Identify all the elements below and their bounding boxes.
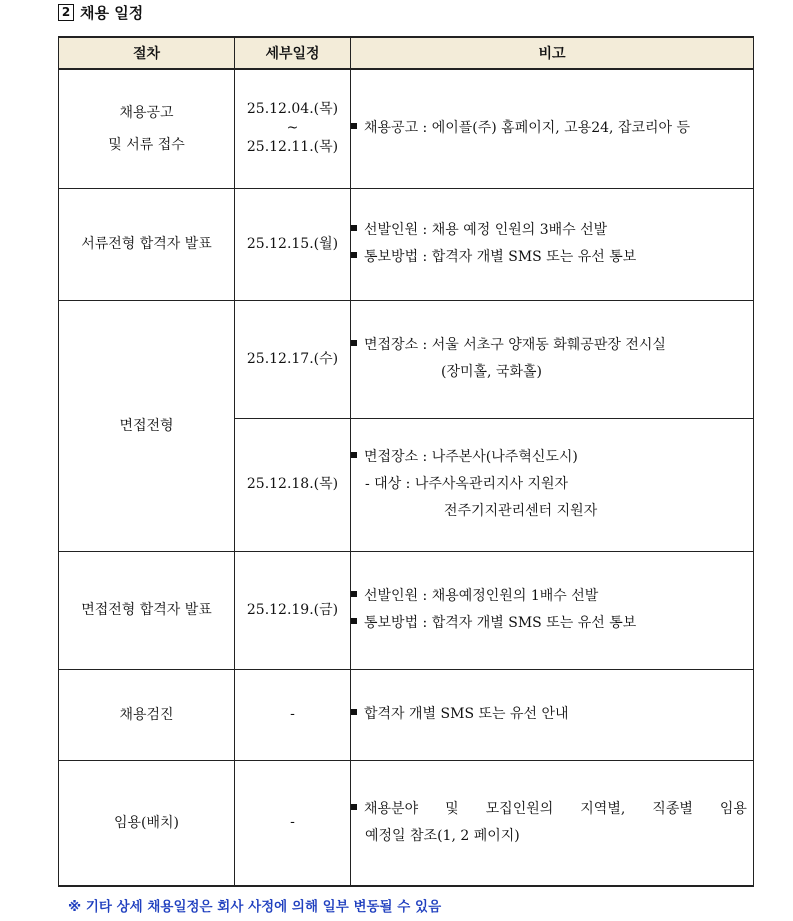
header-schedule: 세부일정: [235, 37, 351, 69]
header-remarks: 비고: [351, 37, 754, 69]
remark-text: 선발인원 : 채용 예정 인원의 3배수 선발: [364, 222, 608, 238]
date-cell: 25.12.18.(목): [235, 418, 351, 551]
procedure-cell: 임용(배치): [59, 760, 235, 886]
header-procedure: 절차: [59, 37, 235, 69]
date-cell: -: [235, 669, 351, 760]
remark-word: 지역별,: [580, 800, 626, 817]
square-bullet-icon: [351, 709, 357, 715]
square-bullet-icon: [351, 340, 357, 346]
remark-word: 모집인원의: [485, 800, 554, 817]
remark-line: [351, 115, 753, 142]
remarks-cell: [351, 760, 754, 886]
remark-line: [351, 701, 753, 728]
square-bullet-icon: [351, 252, 357, 258]
procedure-cell: 서류전형 합격자 발표: [59, 188, 235, 300]
remark-text: 면접장소 : 서울 서초구 양재동 화훼공판장 전시실: [364, 337, 666, 353]
remarks-cell: [351, 551, 754, 669]
date-cell: -: [235, 760, 351, 886]
section-title: [58, 2, 143, 23]
date-cell: [235, 69, 351, 188]
procedure-line: 채용공고: [119, 104, 174, 121]
footnote: ※ 기타 상세 채용일정은 회사 사정에 의해 일부 변동될 수 있음: [68, 899, 442, 915]
remark-text: 면접장소 : 나주본사(나주혁신도시): [364, 449, 578, 465]
remarks-cell: [351, 669, 754, 760]
table-row-document-result: [59, 188, 754, 300]
remarks-cell: [351, 300, 754, 418]
square-bullet-icon: [351, 804, 357, 810]
remark-line: [351, 332, 753, 359]
remarks-cell: [351, 418, 754, 551]
remark-word: 및: [445, 800, 459, 817]
remark-line: [351, 444, 753, 471]
remark-line: [351, 583, 753, 610]
remark-sub-line: - 대상 : 나주사옥관리지사 지원자: [365, 476, 569, 492]
remark-text: 통보방법 : 합격자 개별 SMS 또는 유선 통보: [364, 615, 637, 631]
square-bullet-icon: [351, 591, 357, 597]
square-bullet-icon: [351, 123, 357, 129]
date-cell: 25.12.17.(수): [235, 300, 351, 418]
remark-text: 통보방법 : 합격자 개별 SMS 또는 유선 통보: [364, 249, 637, 265]
remark-text: 선발인원 : 채용예정인원의 1배수 선발: [364, 588, 599, 604]
date-cell: 25.12.15.(월): [235, 188, 351, 300]
table-row-medical-check: [59, 669, 754, 760]
procedure-cell: 면접전형: [59, 300, 235, 551]
remark-line: [351, 796, 753, 823]
remark-line: [351, 610, 753, 637]
section-title-text: 채용 일정: [80, 4, 144, 22]
procedure-cell: [59, 69, 235, 188]
remark-continuation: 예정일 참조(1, 2 페이지): [365, 827, 520, 844]
table-row-interview-result: [59, 551, 754, 669]
table-row-appointment: [59, 760, 754, 886]
schedule-table: [58, 36, 754, 887]
remark-sub-line: 전주기지관리센터 지원자: [444, 503, 598, 519]
remarks-cell: [351, 69, 754, 188]
date-start: 25.12.04.(목): [246, 101, 339, 118]
remark-word: 임용: [719, 800, 747, 817]
date-end: 25.12.11.(목): [246, 139, 339, 156]
remarks-cell: [351, 188, 754, 300]
remark-text: 합격자 개별 SMS 또는 유선 안내: [364, 706, 569, 722]
table-header-row: [59, 37, 754, 69]
table-row-application: [59, 69, 754, 188]
remark-continuation: (장미홀, 국화홀): [441, 364, 542, 380]
date-cell: 25.12.19.(금): [235, 551, 351, 669]
date-separator: ~: [286, 120, 299, 137]
square-bullet-icon: [351, 225, 357, 231]
procedure-cell: 면접전형 합격자 발표: [59, 551, 235, 669]
remark-text: 채용공고 : 에이플(주) 홈페이지, 고용24, 잡코리아 등: [364, 120, 691, 137]
remark-word: 직종별: [652, 800, 693, 817]
remark-line: [351, 217, 753, 244]
procedure-cell: 채용검진: [59, 669, 235, 760]
square-bullet-icon: [351, 618, 357, 624]
procedure-line: 및 서류 접수: [108, 136, 185, 153]
table-row-interview-day1: [59, 300, 754, 418]
square-bullet-icon: [351, 452, 357, 458]
remark-line: [351, 244, 753, 271]
section-number-box: 2: [58, 4, 74, 21]
remark-word: 채용분야: [351, 796, 418, 823]
